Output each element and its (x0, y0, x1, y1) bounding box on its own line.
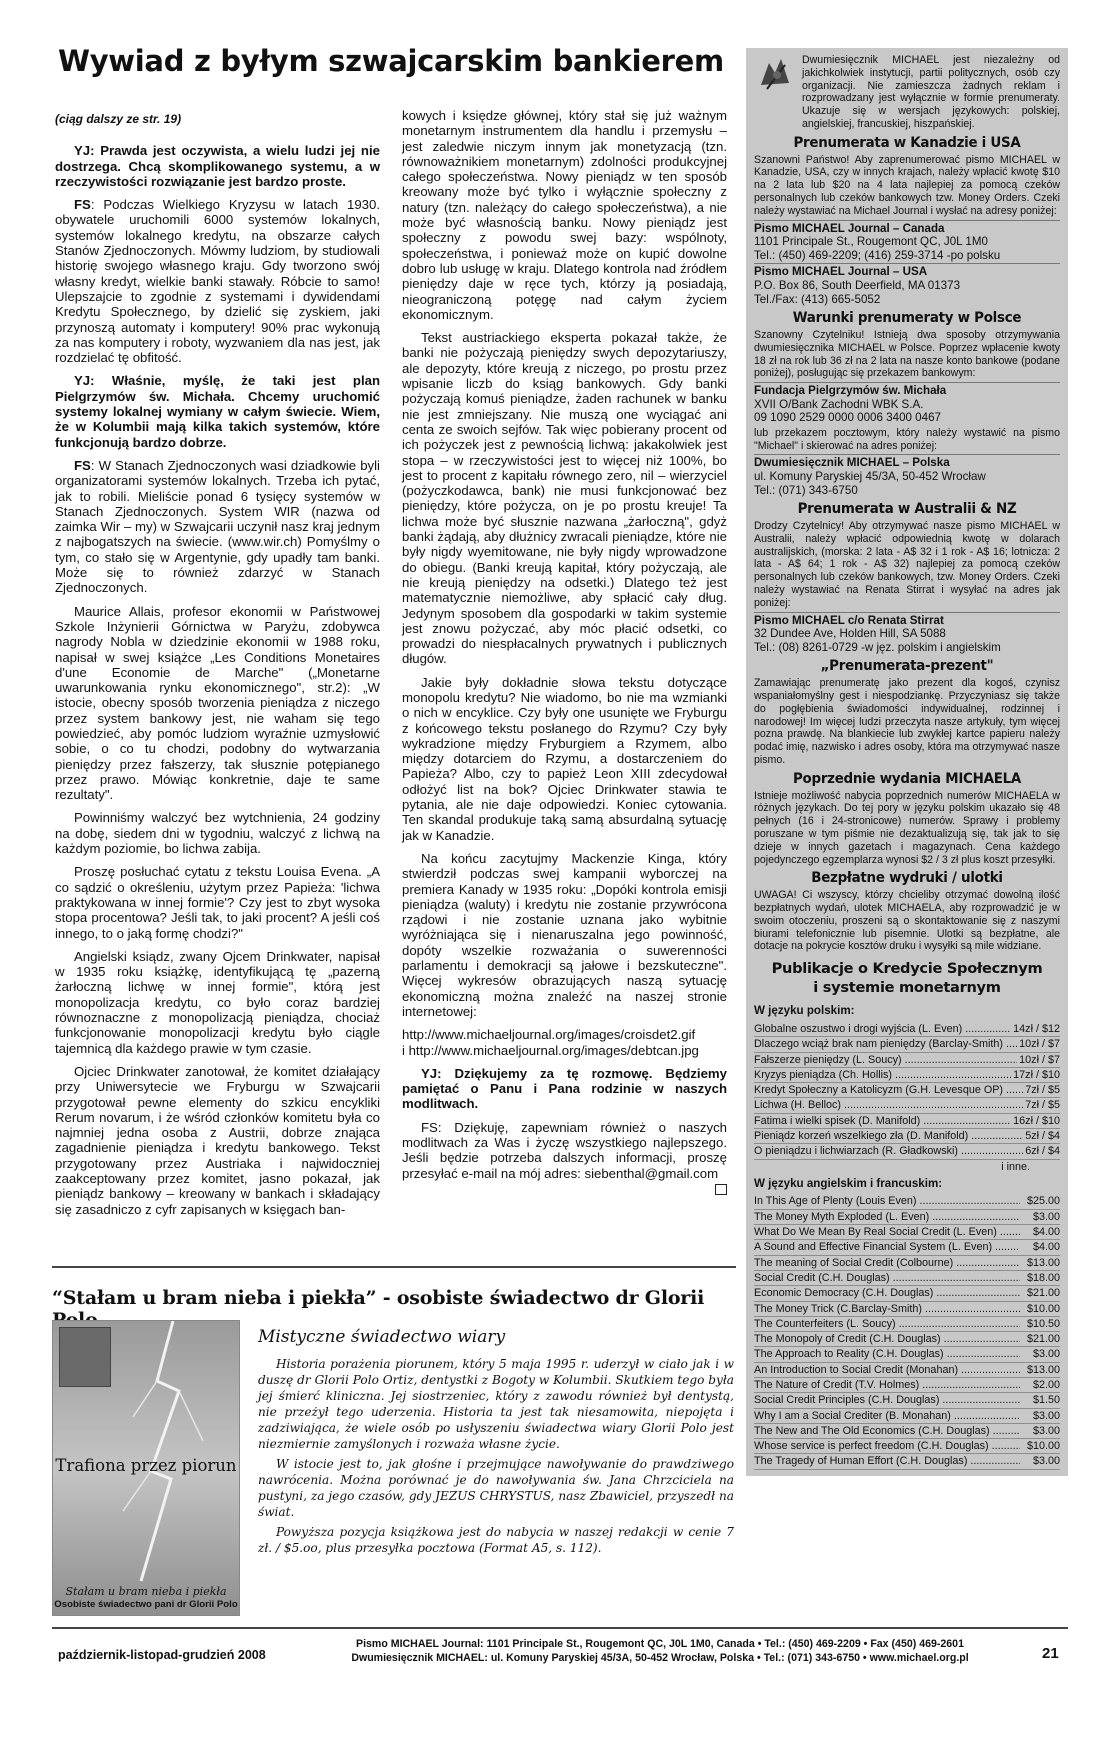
publication-title: Kryzys pieniądza (Ch. Hollis) ..... (754, 1068, 1011, 1082)
article-column-1 (55, 112, 380, 1225)
feature-title: “Stałam u bram nieba i piekła” - osobiste świadectwo dr Glorii (52, 1287, 705, 1309)
publication-row (754, 1053, 1060, 1068)
feature-paragraph: Historia porażenia piorunem, który 5 maja 1995 r. uderzył w ciało jak i w duszę dr Glorii Polo Ortiz, dentystki z Bogoty w Kolumbii. Skutkiem tego była jej śmierć kliniczna. Jej siostrzeniec, który z zawodu również był dentystą, nie przeżył tego uderzenia. Historia ta jest tak niesamowita, niepojęta i zadziwiająca, że wiele osób po usłyszeniu świadectwa wiary Glorii Polo jest niezmiernie zamyślonych i rozważa własne życie. (258, 1357, 734, 1451)
address-line: Tel.: (450) 469-2209; (416) 259-3714 -po polsku (754, 248, 1001, 262)
article-paragraph (402, 675, 727, 843)
article-paragraph (55, 1064, 380, 1217)
publication-row (754, 1409, 1060, 1424)
publication-price: $3.00 (1032, 1424, 1060, 1437)
publication-title: A Sound and Effective Financial System (L. Even) ..... (754, 1240, 1020, 1254)
footer-divider (52, 1627, 1068, 1629)
publication-row (754, 1194, 1060, 1209)
publication-title: The Approach to Reality (C.H. Douglas) ..... (754, 1347, 1020, 1361)
paragraph-text: Angielski ksiądz, zwany Ojcem Drinkwater, napisał w 1935 roku książkę, identyfikującą tę „pazerną żarłoczną lichwę w innej formie", którą jest monopolizacja kredytu, co było coraz bardziej równoznaczne z monopolizacją pieniądza, chociaż funkcjonowanie monopolizacji kredytu było ciągle tajemnicą dla każdego prawie w tym czasie. (55, 948, 380, 1056)
article-paragraph (55, 810, 380, 856)
previous-issues-text: Istnieje możliwość nabycia poprzednich numerów MICHAELA w różnych językach. Do tej pory w języku polskim ukazało się 48 pełnych (16 i 24-stronicowe) numerów. Sprawy i problemy poruszane w tym piśmie nie dezaktualizują się, tak jak to się dzieje w innych gazetach i magazynach. Cena każdego pojedynczego egzemplarza wynosi $2 / 3 zł plus koszt przesyłki. (754, 789, 1060, 866)
paragraph-text: Ojciec Drinkwater zanotował, że komitet działający przy Uniwersytecie we Fryburgu w Szwajcarii przygotował pewne elementy do szkicu encykliki Rerum novarum, i że wśród członków komitetu była co najmniej jedna osoba z Austrii, dobrze znająca zagadnienie pieniądza i kredytu bankowego. Tekst przygotowany przez Austriaka i najwidoczniej zaakceptowany przez komitet, jasno pokazał, jak pieniądz bankowy – kreowany w bankach i składający się zasadniczo z cyfr zapisanych w księgach ban- (55, 1063, 380, 1217)
issue-date: październik-listopad-grudzień 2008 (58, 1648, 266, 1662)
page-number: 21 (1042, 1645, 1059, 1662)
publication-title: Lichwa (H. Belloc) ..... (754, 1098, 1023, 1112)
publication-title: Social Credit (C.H. Douglas) ..... (754, 1271, 1020, 1285)
address-line: Tel./Fax: (413) 665-5052 (754, 292, 881, 306)
publication-price: $25.00 (1026, 1195, 1060, 1208)
publication-row (754, 1286, 1060, 1301)
author-photo (59, 1327, 111, 1387)
polish-list-label: W języku polskim: (754, 1004, 855, 1018)
article-paragraph (55, 373, 380, 449)
poland-postal-address (754, 454, 1060, 497)
paragraph-text: Powinniśmy walczyć bez wytchnienia, 24 godziny na dobę, siedem dni w tygodniu, walczyć z lichwą na każdym poziomie, bo lichwa zabija. (55, 810, 380, 857)
article-paragraph (55, 458, 380, 596)
publication-title: Dlaczego wciąż brak nam pieniędzy (Barclay-Smith) ..... (754, 1037, 1017, 1051)
address-line: Pismo MICHAEL Journal – USA (754, 265, 928, 279)
publication-title: Kredyt Społeczny a Katolicyzm (G.H. Levesque OP) ..... (754, 1083, 1023, 1097)
continued-note: (ciąg dalszy ze str. 19) (55, 112, 182, 126)
publication-row (754, 1393, 1060, 1408)
publication-title: Fatima i wielki spisek (D. Manifold) ..... (754, 1114, 1011, 1128)
paragraph-text: Proszę posłuchać cytatu z tekstu Louisa Evena. „A co sądzić o określeniu, użytym przez Papieża: 'lichwa praktykowana w innej formie'? Czy jest to zbyt wysoka stopa procentowa? Jeśli tak, to jaki procent? A jeśli coś innego, to o jaką formę chodzi?" (55, 864, 380, 941)
paragraph-text: Maurice Allais, profesor ekonomii w Państwowej Szkole Inżynierii Górnictwa w Paryżu, zdobywca nagrody Nobla w dziedzinie ekonomii w 1988 roku, napisał w swej książce „Les Conditions Monetaires d'une Economie de Marche" („Monetarne uwarunkowania rynku ekonomicznego", str.2): „W istocie, obecny sposób tworzenia pieniądza z niczego przez system bankowy jest, nie waham się tego powiedzieć, aby pomóc ludziom wyraźnie uzmysłowić sobie, o co tu chodzi, podobny do wytwarzania pieniędzy przez fałszerzy, tak słusznie potępianego przez prawo. Mówiąc konkretnie, daje te same rezultaty". (55, 603, 380, 803)
speaker-label: FS (74, 457, 91, 473)
publication-title: What Do We Mean By Real Social Credit (L. Even) ..... (754, 1225, 1020, 1239)
address-line: Dwumiesięcznik MICHAEL – Polska (754, 456, 950, 470)
publication-row (754, 1317, 1060, 1332)
publication-row (754, 1114, 1060, 1129)
polish-publications-list (754, 1022, 1060, 1160)
publication-title: The Counterfeiters (L. Soucy) ..... (754, 1317, 1020, 1331)
article-paragraph (402, 1066, 727, 1112)
publication-title: An Introduction to Social Credit (Monahan) ..... (754, 1363, 1020, 1377)
publication-title: O pieniądzu i lichwiarzach (R. Gładkowski) ..... (754, 1144, 1023, 1158)
canada-text: Szanowni Państwo! Aby zaprenumerować pismo MICHAEL w Kanadzie, USA, czy w innych krajach, należy wpłacić kwotę $10 na 2 lata lub $20 na 4 lata najlepiej za pomocą czeków personalnych lub czeków bankowych tzw. Money Orders. Czeki należy wystawiać na Michael Journal i wysłać na adresy poniżej: (754, 153, 1060, 217)
publication-price: $3.00 (1032, 1409, 1060, 1422)
address-line: P.O. Box 86, South Deerfield, MA 01373 (754, 278, 961, 292)
paragraph-text: : Podczas Wielkiego Kryzysu w latach 1930. obywatele uruchomili 6000 systemów lokalnych, systemów lokalnego kredytu, na obszarze całych Stanów Zjednoczonych. Mówmy ludziom, by studiowali historię swojego własnego kraju. Gdy tworzono swój własny kredyt, wielkie banki stawały. Róbcie to samo! Ulepszajcie to zgodnie z systemami i dywidendami Kredytu Społecznego, by dzielić się zyskiem, jaki przynoszą automaty i komputery! 90% prac wykonują za nas komputery i roboty, wyzwaniem dla nas jest, jak rozdzielać tę obfitość. (55, 197, 380, 366)
publication-title: The Money Trick (C.Barclay-Smith) ..... (754, 1302, 1020, 1316)
english-list-label: W języku angielskim i francuskim: (754, 1176, 943, 1190)
article-paragraph (402, 1043, 727, 1058)
publication-title: Globalne oszustwo i drogi wyjścia (L. Even) ..... (754, 1022, 1011, 1036)
paragraph-text: Tekst austriackiego eksperta pokazał także, że banki nie pożyczają pieniędzy swych depozytariuszy, ale depozyty, które kreują z niczego, po prostu przez wpisanie liczb do ksiąg bankowych. Gdy banki pożyczają komuś pieniądze, żaden rachunek w banku nie jest zmniejszany. Nie muszą one wyciągać ani centa ze swoich sejfów. Tak więc pobierany procent od ich pożyczek jest z pewnością lichwą: jakakolwiek jest stopa – w rzeczywistości jest to więcej niż 100%, bo jest to procent z kapitału równego zero, nil – wierzyciel (pożyczkodawca, bank) nie musi funkcjonować bez pieniędzy, które pożycza, on je po prostu kreuje! Ta lichwa może być słusznie nazwana „żarłoczną", gdyż banki żądają, aby dłużnicy zwracali pieniądze, które nie były nigdy wyemitowane, nie były nigdy wprowadzone do obiegu. (Banki kreują kapitał, który pożyczają, ale nie kreują pieniędzy na odsetki.) Dlatego też jest matematycznie niemożliwe, aby spłacić cały dług. Jedynym sposobem dla gospodarki w takim systemie jest znowu pożyczać, aby móc płacić odsetki, co prowadzi do niespłacalnych prywatnych i publicznych długów. (402, 330, 727, 667)
sidebar-intro (754, 54, 1060, 131)
publication-row (754, 1332, 1060, 1347)
address-line: Pismo MICHAEL c/o Renata Stirrat (754, 613, 944, 627)
publication-title: The Money Myth Exploded (L. Even) ..... (754, 1210, 1020, 1224)
publication-row (754, 1240, 1060, 1255)
publication-price: $1.50 (1032, 1394, 1060, 1407)
publication-price: $13.00 (1026, 1363, 1060, 1376)
publication-price: $10.50 (1026, 1317, 1060, 1330)
book-subtitle: Stałam u bram nieba i piekła (65, 1585, 227, 1598)
australia-address (754, 612, 1060, 655)
book-title: Trafiona przez piorun (55, 1456, 237, 1475)
publication-price: $4.00 (1032, 1226, 1060, 1239)
book-cover (52, 1320, 240, 1616)
publication-price: 5zł / $4 (1025, 1130, 1060, 1143)
publication-price: $10.00 (1026, 1302, 1060, 1315)
publication-row (754, 1439, 1060, 1454)
publication-row (754, 1378, 1060, 1393)
publication-title: The New and The Old Economics (C.H. Douglas) ..... (754, 1424, 1020, 1438)
publication-price: 16zł / $10 (1013, 1114, 1060, 1127)
publication-row (754, 1098, 1060, 1113)
feature-paragraph: W istocie jest to, jak głośne i przejmujące nawoływanie do prawdziwego nawrócenia. Można porównać je do nawoływania św. Jana Chrzciciela na pustyni, za jego czasów, gdy JEZUS CHRYSTUS, nasz Zbawiciel, przyszedł na świat. (258, 1457, 734, 1519)
article-title: Wywiad z byłym szwajcarskim bankierem (58, 44, 724, 78)
australia-heading: Prenumerata w Australii & NZ (797, 500, 1017, 518)
publication-price: $3.00 (1032, 1348, 1060, 1361)
article-paragraph (402, 108, 727, 322)
paragraph-text: : W Stanach Zjednoczonych wasi dziadkowie byli organizatorami systemów lokalnych. Trzeba ich pytać, jak to robili. Mieliście ponad 6 tysięcy systemów w Stanach Zjednoczonych. System WIR (nazwa od zaimka Wir – my) w Szwajcarii uczynił nasz kraj jednym z najbogatszych na świecie. (www.wir.ch) Pomyślmy o tym, co stało się w Argentynie, gdy upadły tam banki. Może się to również zdarzyć w Stanach Zjednoczonych. (55, 457, 380, 596)
address-line: Fundacja Pielgrzymów św. Michała (754, 384, 947, 398)
publication-price: 17zł / $10 (1013, 1068, 1060, 1081)
article-paragraph (55, 143, 380, 189)
canada-heading: Prenumerata w Kanadzie i USA (793, 133, 1021, 151)
publication-price: $10.00 (1026, 1440, 1060, 1453)
poland-bank-address (754, 382, 1060, 425)
publication-row (754, 1302, 1060, 1317)
publication-row (754, 1271, 1060, 1286)
publication-row (754, 1347, 1060, 1362)
publications-heading-line: Publikacje o Kredycie Społecznym (771, 960, 1043, 978)
address-line: 1101 Principale St., Rougemont QC, J0L 1M0 (754, 235, 988, 249)
archangel-michael-icon (754, 54, 796, 96)
publications-heading (754, 959, 1060, 997)
paragraph-text: YJ: Dziękujemy za tę rozmowę. Będziemy pamiętać o Panu i Pana rodzinie w naszych modlitwach. (402, 1065, 727, 1112)
publication-title: The Nature of Credit (T.V. Holmes) ..... (754, 1378, 1020, 1392)
publication-price: $18.00 (1026, 1271, 1060, 1284)
paragraph-text: kowych i księdze głównej, który stał się już ważnym monetarnym instrumentem dla handlu i przemysłu – jest zaledwie niczym innym jak monetyzacją (tzn. równoważnikiem monetarnym) zdolności produkcyjnej całego społeczeństwa. Nowy pieniądz w ten sposób kreowany może być tylko i wyłącznie społeczny z natury (tzn. należący do całego społeczeństwa), a nie może być własnością banku. Nowy pieniądz jest społeczny z powodu swej bazy: wspólnoty, społeczeństwa, i ponieważ może on kupić dowolne dobro lub usługę w kraju. Dlatego kontrola nad źródłem pieniędzy daje w ręce tych, którzy ją posiadają, nieograniczoną potęgę nad całym życiem ekonomicznym. (402, 108, 727, 322)
publication-price: $13.00 (1026, 1256, 1060, 1269)
address-line: ul. Komuny Paryskiej 45/3A, 50-452 Wrocław (754, 470, 986, 484)
paragraph-text: Na końcu zacytujmy Mackenzie Kinga, który stwierdził podczas swej kampanii wyborczej na premiera Kanady w 1935 roku: „Dopóki kontrola emisji pieniądza (waluty) i kredytu nie zostanie przywrócona rządowi i nie zostanie uznana jako wybitnie wyróżniająca się i nienaruszalna jego powinność, dopóty wszelkie rozważania o suwerenności parlamentu i demokracji są jałowe i bezskuteczne". Więcej wykresów obrazujących naszą sytuację ekonomiczną można znaleźć na naszej stronie internetowej: (402, 850, 727, 1019)
leaflets-heading: Bezpłatne wydruki / ulotki (811, 869, 1003, 887)
article-paragraph (55, 864, 380, 940)
publication-price: 7zł / $5 (1025, 1084, 1060, 1097)
paragraph-text: YJ: Prawda jest oczywista, a wielu ludzi jej nie dostrzega. Chcą skomplikowanego systemu, a w rzeczywistości rozwiązanie jest bardzo proste. (55, 143, 380, 189)
poland-mid-text: lub przekazem pocztowym, który należy wystawić na pismo "Michael" i skierować na adres poniżej: (754, 426, 1060, 452)
speaker-label: FS (74, 197, 91, 213)
address-line: 09 1090 2529 0000 0006 3400 0467 (754, 411, 941, 425)
publication-row (754, 1037, 1060, 1052)
publication-title: The Monopoly of Credit (C.H. Douglas) ..... (754, 1332, 1020, 1346)
publication-row (754, 1454, 1060, 1469)
subscription-sidebar (746, 48, 1068, 1476)
australia-text: Drodzy Czytelnicy! Aby otrzymywać nasze pismo MICHAEL w Australii, należy wpłacić odpowiednią kwotę w dolarach australijskich, (morska: 2 lata - A$ 32 i 1 rok - A$ 16; lotnicza: 2 lata - A$ 64; 1 rok - A$ 32) najlepiej za pomocą czeków personalnych lub czeków bankowych, tzw. Money Orders. Czeki należy wystawiać na Renata Stirrat i wysyłać na adres jak poniżej: (754, 520, 1060, 609)
publication-title: Pieniądz korzeń wszelkiego zła (D. Manifold) ..... (754, 1129, 1023, 1143)
footer-address (300, 1637, 1020, 1665)
leaflets-text: UWAGA! Ci wszyscy, którzy chcieliby otrzymać dowolną ilość bezpłatnych wydań, ulotek MICHAELA, aby rozprowadzić je w swoim otoczeniu, proszeni są o skontaktowanie się z naszymi biurami telefonicznie lub pisemnie. Ulotki są bezpłatne, ale dotacje na pokrycie kosztów druku i wysyłki są mile widziane. (754, 889, 1060, 953)
publication-price: 10zł / $7 (1019, 1053, 1060, 1066)
publication-title: Economic Democracy (C.H. Douglas) ..... (754, 1286, 1020, 1300)
paragraph-text: http://www.michaeljournal.org/images/croisdet2.gif (402, 1027, 696, 1043)
publication-price: 6zł / $4 (1025, 1145, 1060, 1158)
publication-price: 7zł / $5 (1025, 1099, 1060, 1112)
end-mark-icon (715, 1184, 727, 1195)
section-divider (52, 1266, 736, 1268)
article-paragraph (55, 949, 380, 1056)
publication-price: $2.00 (1032, 1378, 1060, 1391)
publication-title: Why I am a Social Crediter (B. Monahan) ..... (754, 1409, 1020, 1423)
gift-text: Zamawiając prenumeratę jako prezent dla kogoś, czynisz wspaniałomyślny gest i niespodziankę. Przyczyniasz się także do pogłębienia świadomości indywidualnej, rodzinnej i narodowej! Im więcej ludzi przeczyta nasze artykuły, tym więcej pozna prawdę. Na blankiecie lub zwykłej kartce papieru należy podać imię, nazwisko i adres osoby, która ma otrzymywać nasze pismo. (754, 677, 1060, 766)
usa-address (754, 263, 1060, 306)
publication-price: 10zł / $7 (1019, 1038, 1060, 1051)
publication-price: $21.00 (1026, 1287, 1060, 1300)
footer-line: Dwumiesięcznik MICHAEL: ul. Komuny Paryskiej 45/3A, 50-452 Wrocław, Polska • Tel.: (071) 343-6750 • www.michael.org.pl (351, 1652, 969, 1664)
address-line: Tel.: (08) 8261-0729 -w jęz. polskim i angielskim (754, 640, 1001, 654)
publication-row (754, 1210, 1060, 1225)
feature-heading: Mistyczne świadectwo wiary (258, 1327, 506, 1347)
publication-price: $21.00 (1026, 1333, 1060, 1346)
canada-address (754, 220, 1060, 263)
publication-row (754, 1083, 1060, 1098)
address-line: XVII O/Bank Zachodni WBK S.A. (754, 397, 924, 411)
paragraph-text: i http://www.michaeljournal.org/images/debtcan.jpg (402, 1042, 699, 1058)
publication-row (754, 1022, 1060, 1037)
article-column-2 (402, 108, 727, 1195)
publication-title: The Tragedy of Human Effort (C.H. Douglas) ..... (754, 1454, 1020, 1468)
publication-title: In This Age of Plenty (Louis Even) ..... (754, 1194, 1020, 1208)
article-paragraph (402, 1120, 727, 1181)
previous-issues-heading: Poprzednie wydania MICHAELA (792, 769, 1021, 787)
address-line: Pismo MICHAEL Journal – Canada (754, 221, 945, 235)
paragraph-text: FS: Dziękuję, zapewniam również o naszych modlitwach za Was i życzę wszystkiego najlepszego. Jeśli będzie potrzeba dalszych informacji, proszę przesyłać e-mail na mój adres: siebenthal@gmail.com (402, 1119, 727, 1181)
publication-title: The meaning of Social Credit (Colbourne) ..... (754, 1256, 1020, 1270)
publications-heading-line: i systemie monetarnym (813, 979, 1001, 997)
publication-row (754, 1256, 1060, 1271)
publication-row (754, 1363, 1060, 1378)
english-publications-list (754, 1194, 1060, 1469)
article-paragraph (402, 851, 727, 1019)
publication-price: 14zł / $12 (1013, 1022, 1060, 1035)
paragraph-text: YJ: Właśnie, myślę, że taki jest plan Pielgrzymów św. Michała. Chcemy uruchomić systemy lokalnej wymiany w całym świecie. Wiem, że w Kolumbii mają kilka takich systemów, które funkcjonują bardzo dobrze. (55, 373, 380, 450)
feature-text (258, 1356, 734, 1560)
article-paragraph (402, 330, 727, 667)
publication-title: Social Credit Principles (C.H. Douglas) ..... (754, 1393, 1020, 1407)
article-column-2-body (402, 108, 727, 1181)
address-line: Tel.: (071) 343-6750 (754, 483, 858, 497)
article-paragraph (402, 1027, 727, 1042)
publication-price: $3.00 (1032, 1210, 1060, 1223)
poland-heading: Warunki prenumeraty w Polsce (792, 309, 1022, 327)
publication-price: $4.00 (1032, 1241, 1060, 1254)
poland-text: Szanowny Czytelniku! Istnieją dwa sposoby otrzymywania dwumiesięcznika MICHAEL w Polsce. Poprzez wpłacenie kwoty 18 zł na rok lub 36 zł na 2 lata na nasze konto bankowe (podane poniżej), posługując się przekazem bankowym: (754, 328, 1060, 380)
publication-row (754, 1068, 1060, 1083)
article-column-1-body (55, 143, 380, 1217)
polish-list-extra: i inne. (1001, 1160, 1030, 1173)
gift-heading: „Prenumerata-prezent" (820, 657, 994, 675)
publication-price: $3.00 (1032, 1455, 1060, 1468)
publication-title: Whose service is perfect freedom (C.H. Douglas) ..... (754, 1439, 1020, 1453)
article-paragraph (55, 197, 380, 365)
paragraph-text: Jakie były dokładnie słowa tekstu dotyczące monopolu kredytu? Nie wiadomo, bo nie ma wzmianki o nich w encyklice. Czy były one usunięte we Fryburgu z końcowego tekstu posłanego do Rzymu? Czy były wykradzione między Fryburgiem a Rzymem, albo między dotarciem do Rzymu, a dostarczeniem do Papieża? Albo, czy to papież Leon XIII zdecydował odłożyć list na bok? Ojciec Drinkwater stawia te pytania, ale nie daje odpowiedzi. Koniec cytowania. Ten skandal produkuje taką samą absurdalną sytuację jak w Kanadzie. (402, 674, 727, 843)
publication-title: Fałszerze pieniędzy (L. Soucy) ..... (754, 1053, 1017, 1067)
feature-paragraph: Powyższa pozycja książkowa jest do nabycia w naszej redakcji w cenie 7 zł. / $5.oo, plus przesyłka pocztowa (Format A5, s. 112). (258, 1525, 734, 1555)
address-line: 32 Dundee Ave, Holden Hill, SA 5088 (754, 627, 946, 641)
publication-row (754, 1424, 1060, 1439)
book-subtitle-2: Osobiste świadectwo pani dr Glorii Polo (54, 1599, 238, 1610)
footer-line: Pismo MICHAEL Journal: 1101 Principale St., Rougemont QC, J0L 1M0, Canada • Tel.: (450) 469-2209 • Fax (450) 469-2601 (356, 1638, 964, 1650)
publication-row (754, 1225, 1060, 1240)
publication-row (754, 1144, 1060, 1159)
publication-row (754, 1129, 1060, 1144)
sidebar-intro-text: Dwumiesięcznik MICHAEL jest niezależny od jakichkolwiek instytucji, partii politycznych, osób czy organizacji. Nie zamieszcza żadnych reklam i rozprowadzany jest wyłącznie w formie prenumeraty. Ukazuje się w wersjach językowych: polskiej, angielskiej, francuskiej, hiszpańskiej. (802, 54, 1060, 130)
article-paragraph (55, 604, 380, 803)
